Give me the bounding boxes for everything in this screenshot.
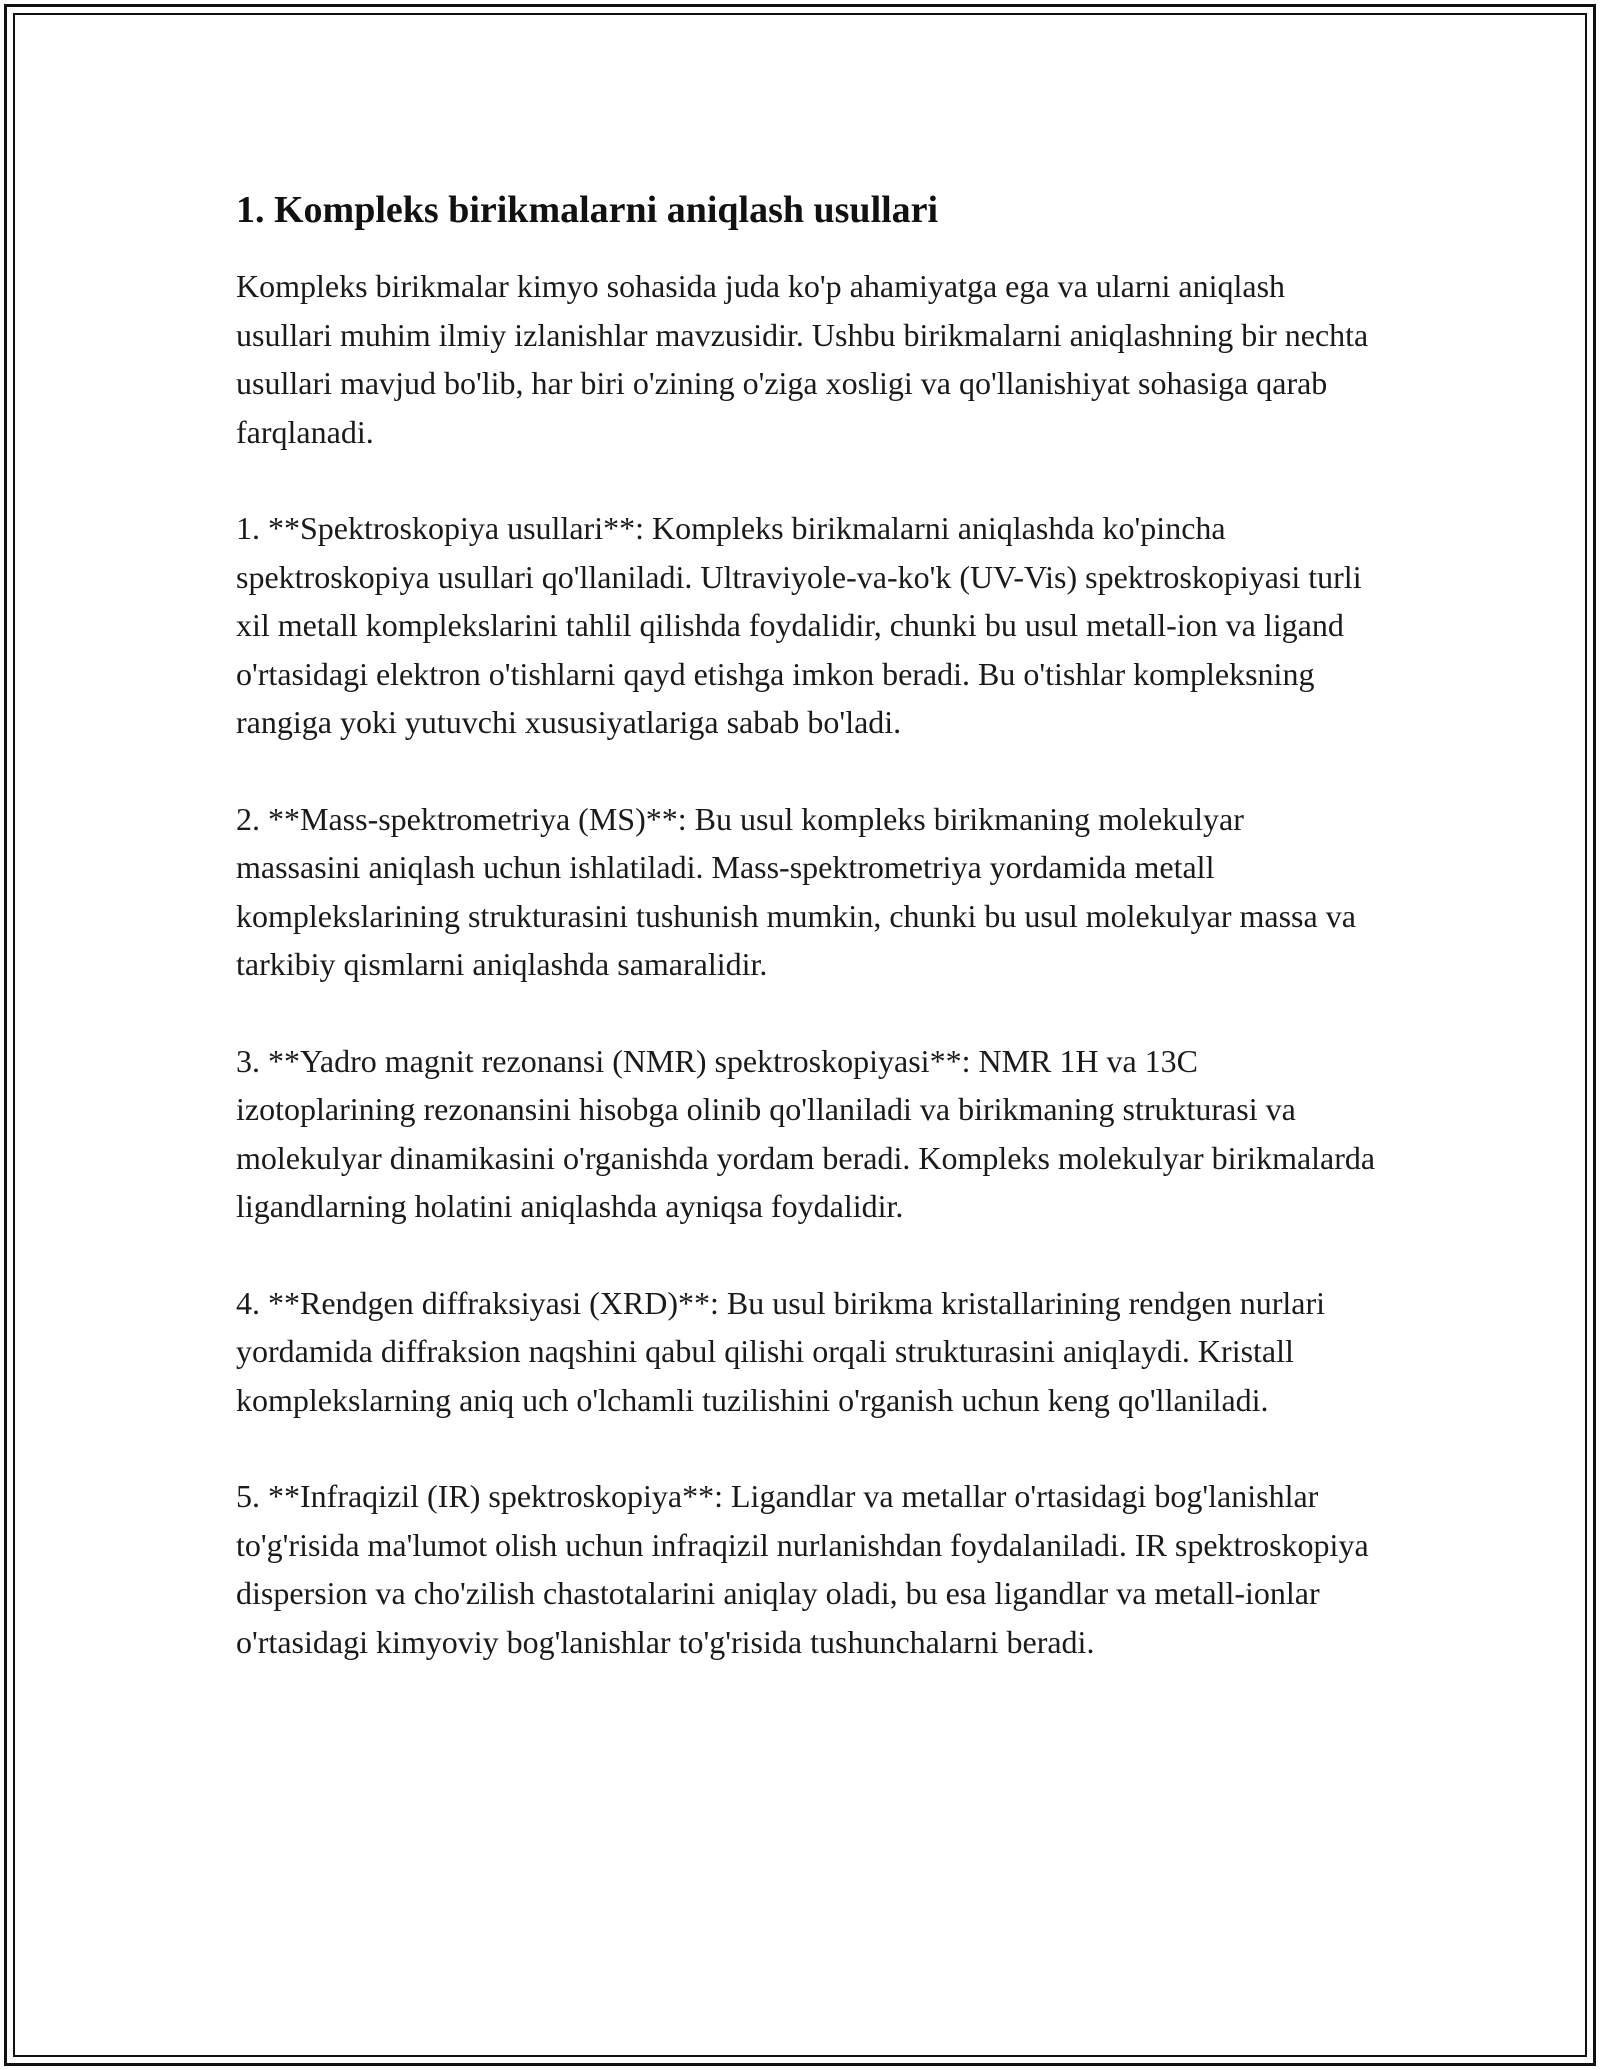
paragraph-xrd: 4. **Rendgen diffraksiyasi (XRD)**: Bu usul birikma kristallarining rendgen nurlari yordamida diffraksion naqshini qabul qilishi orqali strukturasini aniqlaydi. Kristall komplekslarning aniq uch o'lchamli tuzilishini o'rganish uchun keng qo'llaniladi.: [236, 1284, 1325, 1418]
document-body: [236, 186, 1376, 1714]
intro-paragraph: Kompleks birikmalar kimyo sohasida juda ko'p ahamiyatga ega va ularni aniqlash usullari muhim ilmiy izlanishlar mavzusidir. Ushbu birikmalarni aniqlashning bir nechta usullari mavjud bo'lib, har biri o'zining o'ziga xosligi va qo'llanishiyat sohasiga qarab farqlanadi.: [236, 268, 1369, 450]
section-heading: 1. Kompleks birikmalarni aniqlash usullari: [236, 189, 939, 231]
paragraph-nmr: 3. **Yadro magnit rezonansi (NMR) spektroskopiyasi**: NMR 1H va 13C izotoplarining rezonansini hisobga olinib qo'llaniladi va birikmaning strukturasi va molekulyar dinamikasini o'rganishda yordam beradi. Kompleks molekulyar birikmalarda ligandlarning holatini aniqlashda ayniqsa foydalidir.: [236, 1042, 1376, 1224]
paragraph-mass-spectrometry: 2. **Mass-spektrometriya (MS)**: Bu usul kompleks birikmaning molekulyar massasini aniqlash uchun ishlatiladi. Mass-spektrometriya yordamida metall komplekslarining strukturasini tushunish mumkin, chunki bu usul molekulyar massa va tarkibiy qismlarni aniqlashda samaralidir.: [236, 800, 1356, 982]
paragraph-ir: 5. **Infraqizil (IR) spektroskopiya**: Ligandlar va metallar o'rtasidagi bog'lanishlar to'g'risida ma'lumot olish uchun infraqizil nurlanishdan foydalaniladi. IR spektroskopiya dispersion va cho'zilish chastotalarini aniqlay oladi, bu esa ligandlar va metall-ionlar o'rtasidagi kimyoviy bog'lanishlar to'g'risida tushunchalarni beradi.: [236, 1478, 1369, 1660]
paragraph-spectroscopy: 1. **Spektroskopiya usullari**: Kompleks birikmalarni aniqlashda ko'pincha spektroskopiya usullari qo'llaniladi. Ultraviyole-va-ko'k (UV-Vis) spektroskopiyasi turli xil metall komplekslarini tahlil qilishda foydalidir, chunki bu usul metall-ion va ligand o'rtasidagi elektron o'tishlarni qayd etishga imkon beradi. Bu o'tishlar kompleksning rangiga yoki yutuvchi xususiyatlariga sabab bo'ladi.: [236, 510, 1362, 740]
